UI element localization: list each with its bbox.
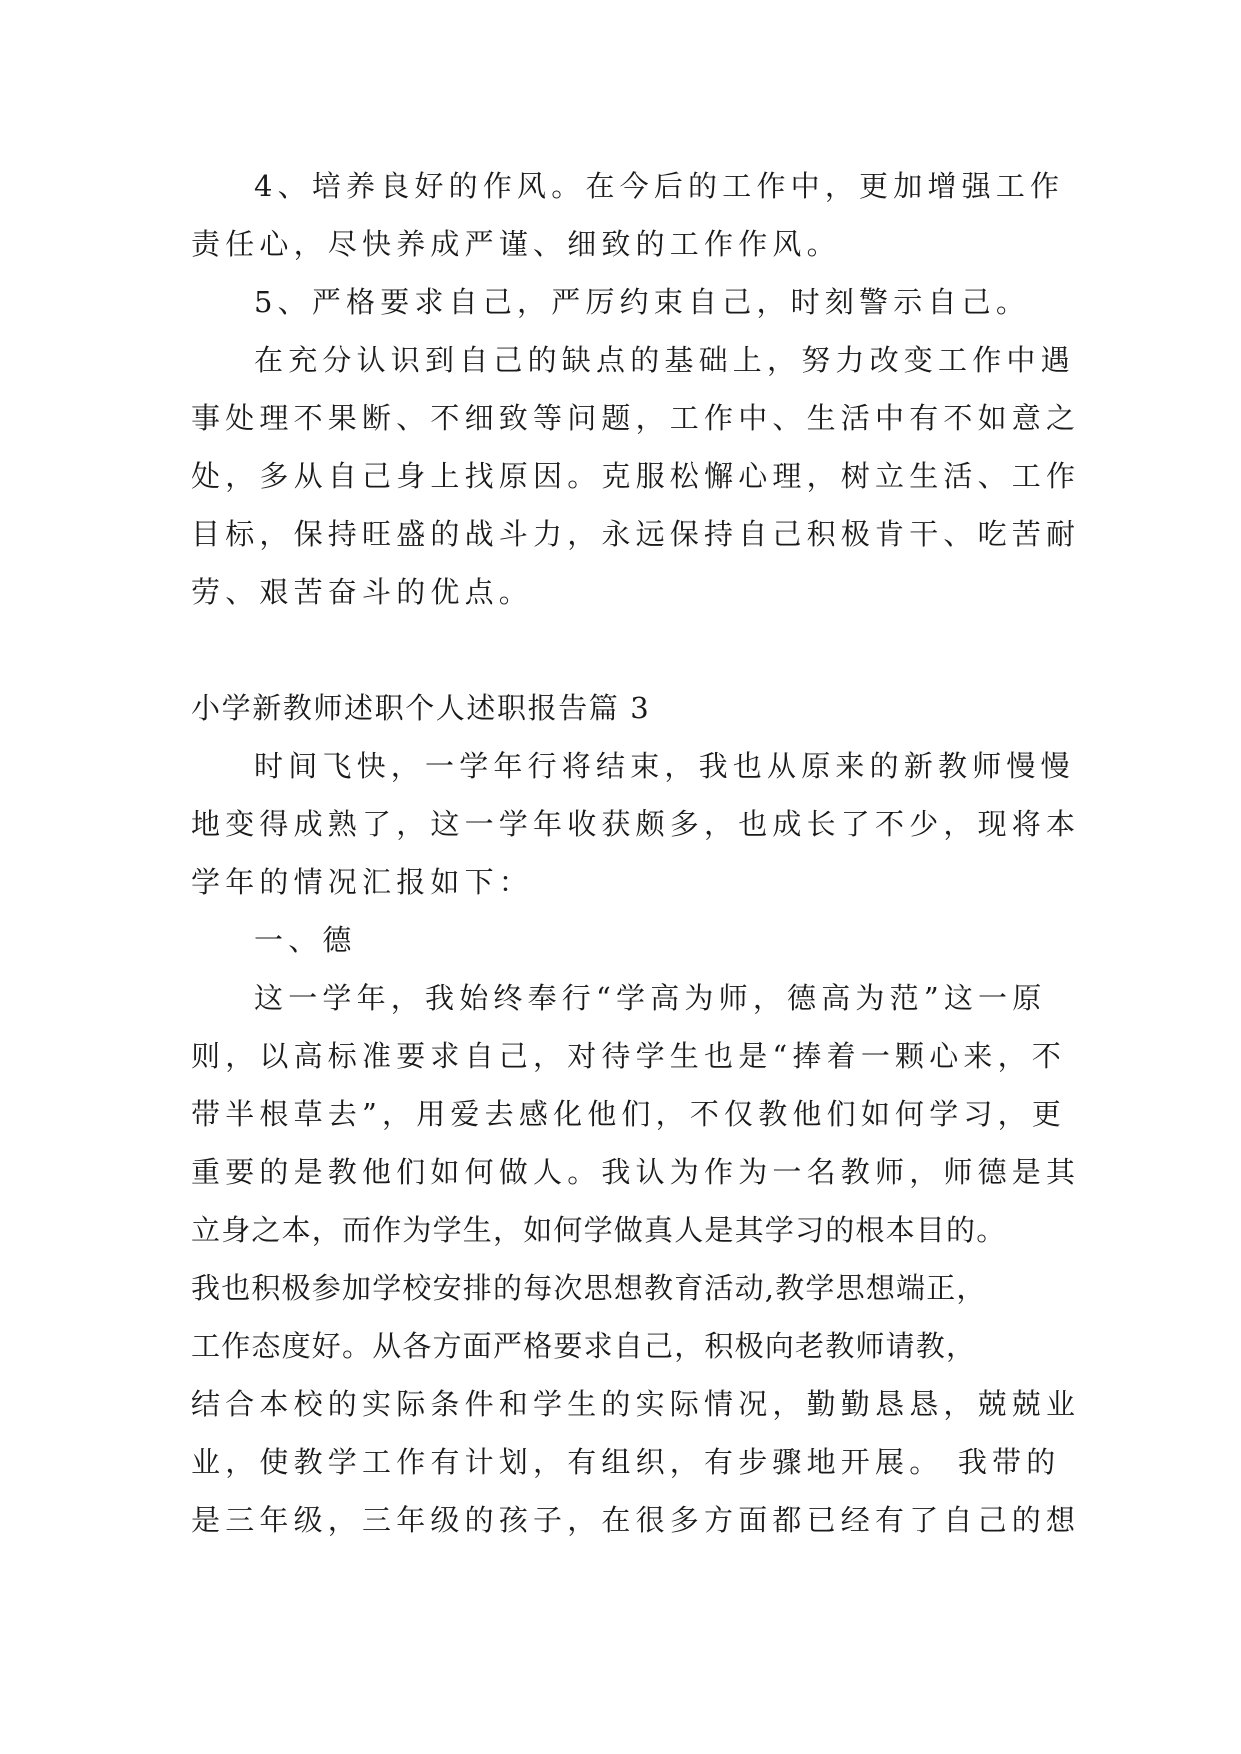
text-line: 是三年级，三年级的孩子，在很多方面都已经有了自己的想 <box>191 1503 1081 1537</box>
text-line: 责任心，尽快养成严谨、细致的工作作风。 <box>191 227 841 261</box>
text-line: 我也积极参加学校安排的每次思想教育活动,教学思想端正， <box>191 1271 987 1305</box>
text-line: 业，使教学工作有计划，有组织，有步骤地开展。 我带的 <box>191 1445 1061 1479</box>
text-line: 事处理不果断、不细致等问题，工作中、生活中有不如意之 <box>191 401 1081 435</box>
text-line: 4、培养良好的作风。在今后的工作中，更加增强工作 <box>254 169 1065 203</box>
text-line: 地变得成熟了，这一学年收获颇多，也成长了不少，现将本 <box>191 807 1081 841</box>
text-line: 立身之本，而作为学生，如何学做真人是其学习的根本目的。 <box>191 1213 1007 1247</box>
text-line: 处，多从自己身上找原因。克服松懈心理，树立生活、工作 <box>191 459 1081 493</box>
text-line: 在充分认识到自己的缺点的基础上，努力改变工作中遇 <box>254 343 1075 377</box>
section-heading: 小学新教师述职个人述职报告篇 3 <box>191 691 651 725</box>
text-line: 目标，保持旺盛的战斗力，永远保持自己积极肯干、吃苦耐 <box>191 517 1081 551</box>
text-line: 时间飞快，一学年行将结束，我也从原来的新教师慢慢 <box>254 749 1075 783</box>
text-line: 学年的情况汇报如下： <box>191 865 534 899</box>
text-line: 则，以高标准要求自己，对待学生也是“捧着一颗心来，不 <box>191 1039 1067 1073</box>
text-line: 重要的是教他们如何做人。我认为作为一名教师，师德是其 <box>191 1155 1081 1189</box>
text-line: 结合本校的实际条件和学生的实际情况，勤勤恳恳，兢兢业 <box>191 1387 1081 1421</box>
text-line: 带半根草去”，用爱去感化他们，不仅教他们如何学习，更 <box>191 1097 1067 1131</box>
text-line: 工作态度好。从各方面严格要求自己，积极向老教师请教， <box>191 1329 977 1363</box>
text-line: 5、严格要求自己，严厉约束自己，时刻警示自己。 <box>254 285 1031 319</box>
text-line: 这一学年，我始终奉行“学高为师，德高为范”这一原 <box>254 981 1047 1015</box>
subsection-heading: 一、德 <box>254 923 357 957</box>
text-line: 劳、艰苦奋斗的优点。 <box>191 575 534 609</box>
